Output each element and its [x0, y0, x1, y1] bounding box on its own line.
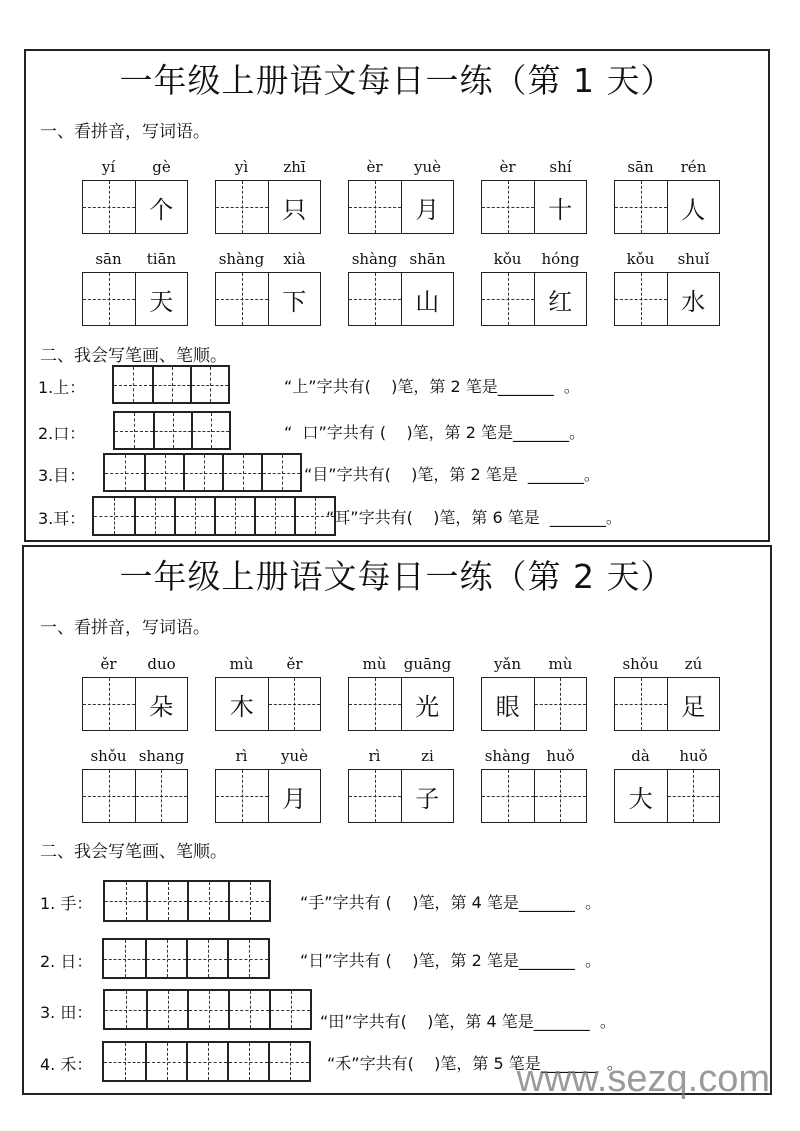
- stroke-writing-cell[interactable]: [105, 455, 144, 490]
- pinyin-syllable: dà: [631, 747, 650, 765]
- writing-cell[interactable]: 只: [268, 181, 321, 233]
- watermark: www.sezq.com: [516, 1058, 770, 1100]
- stroke-writing-cell[interactable]: [187, 882, 228, 920]
- tianzige-pair: [82, 180, 188, 234]
- pinyin: [348, 655, 454, 677]
- word-item: [82, 158, 188, 234]
- stroke-writing-cell[interactable]: [134, 498, 174, 534]
- stroke-writing-cell[interactable]: [144, 455, 183, 490]
- stroke-writing-cell[interactable]: [227, 1043, 268, 1080]
- writing-cell[interactable]: [216, 181, 268, 233]
- stroke-question: “日”字共有 ( )笔，第 2 笔是_______ 。: [300, 950, 602, 970]
- pinyin-syllable: shàng: [351, 250, 398, 268]
- word-item: [215, 250, 321, 326]
- pinyin: [82, 747, 188, 769]
- tianzige-pair: [614, 272, 720, 326]
- stroke-question: “目”字共有( )笔，第 2 笔是 _______。: [304, 464, 600, 484]
- stroke-char-label: 3. 田：: [40, 1002, 93, 1022]
- tianzige-pair: [481, 677, 587, 731]
- stroke-writing-cell[interactable]: [228, 882, 269, 920]
- stroke-char-label: 2. 日：: [40, 951, 93, 971]
- word-item: [614, 158, 720, 234]
- pinyin-syllable: yuè: [280, 747, 308, 765]
- stroke-writing-cell[interactable]: [261, 455, 300, 490]
- stroke-writing-cell[interactable]: [114, 367, 152, 402]
- writing-cell[interactable]: 月: [401, 181, 454, 233]
- writing-cell[interactable]: [349, 273, 401, 325]
- pinyin: [215, 158, 321, 180]
- stroke-writing-cell[interactable]: [146, 991, 187, 1028]
- tianzige-pair: [614, 180, 720, 234]
- writing-cell[interactable]: [216, 770, 268, 822]
- pinyin-syllable: shàng: [484, 747, 531, 765]
- word-item: [348, 655, 454, 731]
- tianzige-pair: [614, 677, 720, 731]
- word-item: [348, 158, 454, 234]
- pinyin-syllable: sān: [95, 250, 122, 268]
- pinyin-syllable: shàng: [218, 250, 265, 268]
- pinyin: [481, 655, 587, 677]
- writing-cell[interactable]: 人: [667, 181, 720, 233]
- stroke-order-grid: [92, 496, 336, 536]
- word-item: [215, 747, 321, 823]
- day2-worksheet: [22, 545, 772, 1095]
- writing-cell[interactable]: [216, 273, 268, 325]
- pinyin-syllable: zhī: [283, 158, 306, 176]
- pinyin-syllable: èr: [499, 158, 516, 176]
- stroke-question: “ 口”字共有 ( )笔，第 2 笔是_______。: [284, 422, 586, 442]
- writing-cell[interactable]: 月: [268, 770, 321, 822]
- stroke-order-grid: [103, 989, 312, 1030]
- pinyin: [82, 655, 188, 677]
- pinyin-syllable: yuè: [413, 158, 441, 176]
- stroke-question: “手”字共有 ( )笔，第 4 笔是_______ 。: [300, 893, 602, 912]
- writing-cell[interactable]: [667, 770, 720, 822]
- pinyin-syllable: yí: [101, 158, 116, 176]
- pinyin-syllable: shí: [549, 158, 572, 176]
- word-item: [481, 655, 587, 731]
- pinyin-syllable: hóng: [541, 250, 580, 268]
- writing-cell[interactable]: [482, 181, 534, 233]
- writing-cell[interactable]: 下: [268, 273, 321, 325]
- stroke-writing-cell[interactable]: [152, 367, 190, 402]
- word-item: [82, 250, 188, 326]
- tianzige-pair: [215, 677, 321, 731]
- stroke-writing-cell[interactable]: [187, 991, 228, 1028]
- pinyin: [215, 747, 321, 769]
- pinyin: [481, 747, 587, 769]
- tianzige-pair: [82, 769, 188, 823]
- stroke-order-grid: [102, 938, 270, 979]
- stroke-writing-cell[interactable]: [105, 882, 146, 920]
- writing-cell[interactable]: 足: [667, 678, 720, 730]
- stroke-writing-cell[interactable]: [146, 882, 187, 920]
- pinyin-syllable: ěr: [100, 655, 117, 673]
- pinyin: [614, 158, 720, 180]
- stroke-writing-cell[interactable]: [228, 991, 269, 1028]
- tianzige-pair: [348, 272, 454, 326]
- pinyin-syllable: huǒ: [679, 747, 708, 765]
- writing-cell[interactable]: 眼: [495, 692, 520, 721]
- writing-cell[interactable]: [534, 770, 587, 822]
- stroke-writing-cell[interactable]: [227, 940, 268, 977]
- stroke-char-label: 1. 手：: [40, 894, 93, 913]
- tianzige-pair: [348, 769, 454, 823]
- stroke-question: “禾”字共有( )笔，第 5 笔是_______ 。: [327, 1053, 623, 1073]
- stroke-question: “耳”字共有( )笔，第 6 笔是 _______。: [326, 508, 622, 527]
- pinyin-syllable: xià: [283, 250, 306, 268]
- stroke-writing-cell[interactable]: [105, 991, 146, 1028]
- stroke-order-grid: [112, 365, 230, 404]
- pinyin-syllable: mù: [229, 655, 254, 673]
- writing-cell[interactable]: [349, 181, 401, 233]
- stroke-writing-cell[interactable]: [222, 455, 261, 490]
- pinyin-syllable: rì: [368, 747, 381, 765]
- tianzige-pair: [481, 272, 587, 326]
- stroke-writing-cell[interactable]: [174, 498, 214, 534]
- writing-cell[interactable]: 个: [135, 181, 188, 233]
- pinyin: [348, 747, 454, 769]
- writing-cell[interactable]: [83, 181, 135, 233]
- word-item: [614, 747, 720, 823]
- pinyin-syllable: rì: [235, 747, 248, 765]
- stroke-question: “田”字共有( )笔，第 4 笔是_______ 。: [320, 1011, 616, 1031]
- word-item: [82, 747, 188, 823]
- day1-title: 一年级上册语文每日一练（第 1 天）: [119, 61, 675, 100]
- writing-cell[interactable]: 红: [534, 273, 587, 325]
- writing-cell[interactable]: 木: [229, 692, 254, 721]
- word-item: [348, 747, 454, 823]
- tianzige-pair: [348, 677, 454, 731]
- word-item: [481, 158, 587, 234]
- stroke-order-grid: [103, 880, 271, 922]
- pinyin: [614, 655, 720, 677]
- writing-cell[interactable]: 山: [401, 273, 454, 325]
- pinyin-syllable: sān: [627, 158, 654, 176]
- stroke-question: “上”字共有( )笔，第 2 笔是_______ 。: [284, 376, 580, 396]
- writing-cell[interactable]: [268, 678, 321, 730]
- stroke-writing-cell[interactable]: [214, 498, 254, 534]
- stroke-writing-cell[interactable]: [190, 367, 228, 402]
- pinyin: [614, 747, 720, 769]
- stroke-writing-cell[interactable]: [269, 991, 310, 1028]
- stroke-order-grid: [113, 411, 231, 450]
- stroke-writing-cell[interactable]: [191, 413, 229, 448]
- stroke-writing-cell[interactable]: [145, 940, 186, 977]
- writing-cell[interactable]: [349, 678, 401, 730]
- pinyin: [215, 655, 321, 677]
- day2-title: 一年级上册语文每日一练（第 2 天）: [119, 557, 675, 596]
- pinyin: [348, 158, 454, 180]
- stroke-order-grid: [102, 1041, 311, 1082]
- stroke-char-label: 4. 禾：: [40, 1054, 93, 1074]
- writing-cell[interactable]: 水: [667, 273, 720, 325]
- pinyin-syllable: ěr: [286, 655, 303, 673]
- pinyin-syllable: duo: [147, 655, 176, 673]
- pinyin-syllable: shuǐ: [677, 250, 710, 268]
- day1-section1-heading: 一、看拼音，写词语。: [40, 122, 210, 142]
- writing-cell[interactable]: 大: [628, 784, 653, 813]
- writing-cell[interactable]: [482, 273, 534, 325]
- stroke-writing-cell[interactable]: [104, 940, 145, 977]
- pinyin: [348, 250, 454, 272]
- stroke-writing-cell[interactable]: [186, 1043, 227, 1080]
- writing-cell[interactable]: 天: [135, 273, 188, 325]
- stroke-writing-cell[interactable]: [104, 1043, 145, 1080]
- pinyin-syllable: gè: [152, 158, 171, 176]
- stroke-char-label: 2.口：: [38, 423, 86, 443]
- writing-cell[interactable]: [83, 770, 135, 822]
- pinyin-syllable: shǒu: [622, 655, 659, 673]
- stroke-writing-cell[interactable]: [115, 413, 153, 448]
- tianzige-pair: [82, 272, 188, 326]
- day1-worksheet: [24, 49, 770, 542]
- writing-cell[interactable]: [482, 770, 534, 822]
- pinyin-syllable: zú: [684, 655, 703, 673]
- writing-cell[interactable]: [615, 273, 667, 325]
- pinyin-syllable: yǎn: [493, 655, 522, 673]
- word-item: [215, 655, 321, 731]
- word-item: [82, 655, 188, 731]
- pinyin: [481, 250, 587, 272]
- word-item: [614, 655, 720, 731]
- pinyin-syllable: tiān: [146, 250, 177, 268]
- tianzige-pair: [215, 180, 321, 234]
- writing-cell[interactable]: [135, 770, 188, 822]
- word-item: [614, 250, 720, 326]
- writing-cell[interactable]: [83, 273, 135, 325]
- pinyin-syllable: rén: [680, 158, 707, 176]
- pinyin-syllable: yì: [234, 158, 249, 176]
- pinyin-syllable: kǒu: [493, 250, 522, 268]
- tianzige-pair: [481, 180, 587, 234]
- pinyin: [82, 158, 188, 180]
- pinyin: [481, 158, 587, 180]
- pinyin-syllable: mù: [362, 655, 387, 673]
- stroke-char-label: 1.上：: [38, 377, 86, 397]
- stroke-writing-cell[interactable]: [268, 1043, 309, 1080]
- stroke-writing-cell[interactable]: [153, 413, 191, 448]
- pinyin-syllable: shang: [138, 747, 185, 765]
- pinyin: [614, 250, 720, 272]
- pinyin-syllable: shān: [409, 250, 446, 268]
- word-item: [481, 747, 587, 823]
- tianzige-pair: [614, 769, 720, 823]
- pinyin-syllable: huǒ: [546, 747, 575, 765]
- stroke-char-label: 3.耳：: [38, 509, 86, 528]
- tianzige-pair: [348, 180, 454, 234]
- writing-cell[interactable]: 子: [401, 770, 454, 822]
- writing-cell[interactable]: 朵: [135, 678, 188, 730]
- day1-section2-heading: 二、我会写笔画、笔顺。: [40, 346, 227, 366]
- pinyin: [82, 250, 188, 272]
- writing-cell[interactable]: 光: [401, 678, 454, 730]
- pinyin: [215, 250, 321, 272]
- writing-cell[interactable]: [534, 678, 587, 730]
- stroke-order-grid: [103, 453, 302, 492]
- writing-cell[interactable]: [83, 678, 135, 730]
- stroke-writing-cell[interactable]: [186, 940, 227, 977]
- pinyin-syllable: mù: [548, 655, 573, 673]
- word-item: [348, 250, 454, 326]
- tianzige-pair: [481, 769, 587, 823]
- tianzige-pair: [215, 769, 321, 823]
- stroke-writing-cell[interactable]: [254, 498, 294, 534]
- writing-cell[interactable]: [349, 770, 401, 822]
- day2-section2-heading: 二、我会写笔画、笔顺。: [40, 842, 227, 862]
- word-item: [481, 250, 587, 326]
- writing-cell[interactable]: 十: [534, 181, 587, 233]
- tianzige-pair: [82, 677, 188, 731]
- tianzige-pair: [215, 272, 321, 326]
- stroke-char-label: 3.目：: [38, 465, 86, 485]
- word-item: [215, 158, 321, 234]
- writing-cell[interactable]: [615, 181, 667, 233]
- day2-section1-heading: 一、看拼音，写词语。: [40, 618, 210, 638]
- pinyin-syllable: zi: [421, 747, 434, 765]
- writing-cell[interactable]: [615, 678, 667, 730]
- pinyin-syllable: kǒu: [626, 250, 655, 268]
- stroke-writing-cell[interactable]: [145, 1043, 186, 1080]
- pinyin-syllable: guāng: [403, 655, 452, 673]
- pinyin-syllable: èr: [366, 158, 383, 176]
- stroke-writing-cell[interactable]: [94, 498, 134, 534]
- stroke-writing-cell[interactable]: [183, 455, 222, 490]
- pinyin-syllable: shǒu: [90, 747, 127, 765]
